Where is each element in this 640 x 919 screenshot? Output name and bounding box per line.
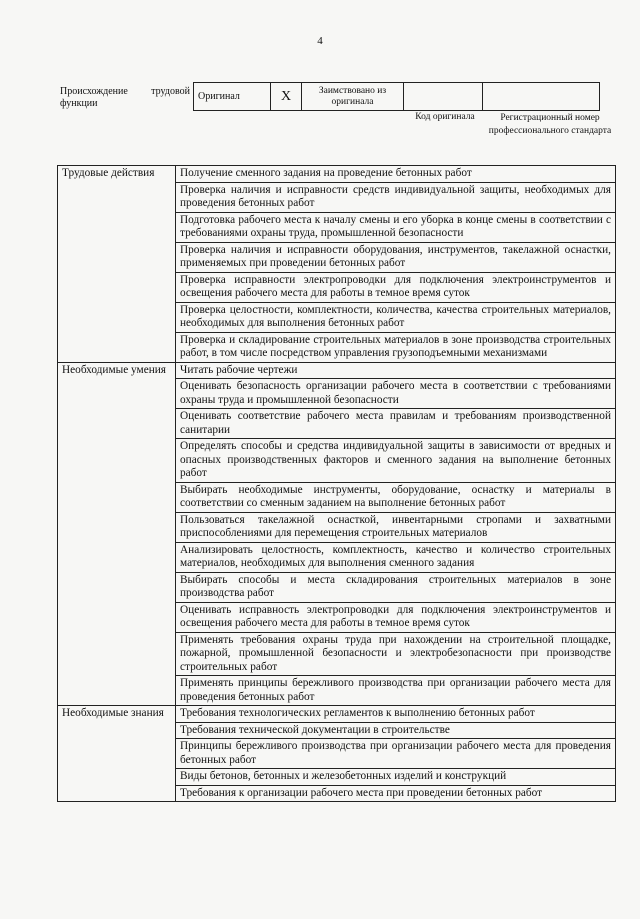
origin-table [193,82,600,111]
table-row [58,362,616,379]
section-item: Пользоваться такелажной оснасткой, инвентарными стропами и захватными приспособлениями для перемещения строительных материалов [176,512,616,542]
section-item: Проверка целостности, комплектности, количества, качества строительных материалов, необходимых для выполнения бетонных работ [176,302,616,332]
section-item: Выбирать способы и места складирования строительных материалов в зоне производства работ [176,572,616,602]
table-row [58,166,616,183]
section-title: Трудовые действия [58,166,176,363]
original-code-cell [404,83,483,111]
section-item: Читать рабочие чертежи [176,362,616,379]
section-item: Применять принципы бережливого производства при организации рабочего места для проведения бетонных работ [176,676,616,706]
section-item: Оценивать исправность электропроводки для подключения электроинструментов и освещения рабочего места для работы в темное время суток [176,602,616,632]
table-row [58,706,616,723]
section-item: Определять способы и средства индивидуальной защиты в зависимости от вредных и опасных производственных факторов и сменного задания на выполнение бетонных работ [176,439,616,483]
competency-table [57,165,616,802]
section-item: Оценивать соответствие рабочего места правилам и требованиям производственной санитарии [176,409,616,439]
registration-caption: Регистрационный номер профессионального стандарта [488,113,612,136]
origin-label: Происхождение трудовой функции [60,86,190,109]
borrowed-cell: Заимствовано из оригинала [302,83,404,111]
original-cell: Оригинал [194,83,271,111]
section-item: Требования к организации рабочего места при проведении бетонных работ [176,785,616,802]
registration-number-cell [483,83,600,111]
section-item: Требования технической документации в строительстве [176,722,616,739]
section-item: Требования технологических регламентов к выполнению бетонных работ [176,706,616,723]
section-item: Проверка наличия и исправности оборудования, инструментов, такелажной оснастки, применяемых при проведении бетонных работ [176,242,616,272]
section-item: Оценивать безопасность организации рабочего места в соответствии с требованиями охраны труда и промышленной безопасности [176,379,616,409]
section-item: Выбирать необходимые инструменты, оборудование, оснастку и материалы в соответствии со сменным заданием на выполнение бетонных работ [176,482,616,512]
section-item: Подготовка рабочего места к началу смены и его уборка в конце смены в соответствии с требованиями охраны труда, промышленной безопасности [176,212,616,242]
code-caption: Код оригинала [415,112,475,122]
section-item: Проверка исправности электропроводки для подключения электроинструментов и освещения рабочего места для работы в темное время суток [176,272,616,302]
section-item: Виды бетонов, бетонных и железобетонных изделий и конструкций [176,769,616,786]
section-title: Необходимые знания [58,706,176,802]
section-item: Анализировать целостность, комплектность, качество и количество строительных материалов, необходимых для выполнения сменного задания [176,542,616,572]
page-number: 4 [317,35,323,47]
section-item: Получение сменного задания на проведение бетонных работ [176,166,616,183]
section-item: Принципы бережливого производства при организации рабочего места для проведения бетонных работ [176,739,616,769]
original-mark: X [271,83,302,111]
section-title: Необходимые умения [58,362,176,706]
section-item: Проверка наличия и исправности средств индивидуальной защиты, необходимых для проведения бетонных работ [176,182,616,212]
section-item: Применять требования охраны труда при нахождении на строительной площадке, пожарной, промышленной безопасности и электробезопасности при производстве строительных работ [176,632,616,676]
section-item: Проверка и складирование строительных материалов в зоне производства строительных работ, в том числе посредством управления грузоподъемными механизмами [176,332,616,362]
